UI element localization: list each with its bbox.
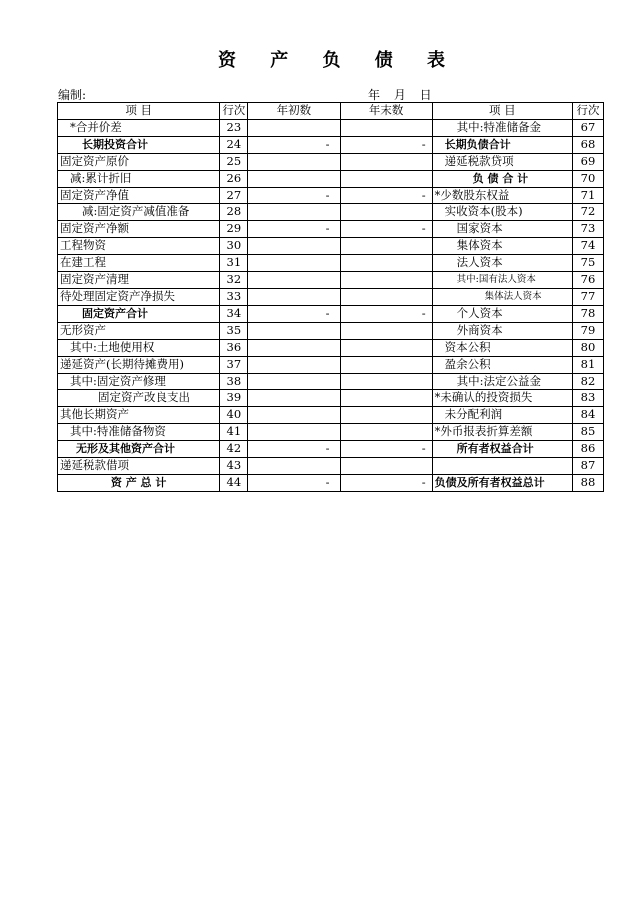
header-row-no: 行次 [220, 103, 248, 120]
right-item: 国家资本 [432, 221, 572, 238]
right-row-no: 86 [572, 441, 603, 458]
begin-value[interactable] [248, 339, 340, 356]
left-item: 减:固定资产减值准备 [58, 204, 220, 221]
sheet-title: 资 产 负 债 表 [217, 50, 460, 71]
table-row [58, 288, 604, 305]
begin-value[interactable] [248, 390, 340, 407]
left-item: 长期投资合计 [58, 136, 220, 153]
left-item: 固定资产净额 [58, 221, 220, 238]
left-row-no: 35 [220, 322, 248, 339]
right-row-no: 78 [572, 305, 603, 322]
table-row [58, 356, 604, 373]
left-item: 递延资产(长期待摊费用) [58, 356, 220, 373]
table-row [58, 204, 604, 221]
table-row [58, 255, 604, 272]
right-item: 法人资本 [432, 255, 572, 272]
begin-value[interactable] [248, 204, 340, 221]
right-item: 所有者权益合计 [432, 441, 572, 458]
begin-value[interactable] [248, 356, 340, 373]
left-item: 其中:固定资产修理 [58, 373, 220, 390]
right-row-no: 79 [572, 322, 603, 339]
left-item: *合并价差 [58, 119, 220, 136]
right-item: 其中:国有法人资本 [432, 272, 572, 289]
begin-value[interactable]: - [248, 187, 340, 204]
right-row-no: 72 [572, 204, 603, 221]
right-item: 盈余公积 [432, 356, 572, 373]
end-value[interactable]: - [340, 136, 432, 153]
left-item: 固定资产原价 [58, 153, 220, 170]
begin-value[interactable] [248, 322, 340, 339]
balance-sheet-table [57, 102, 604, 492]
begin-value[interactable] [248, 288, 340, 305]
right-row-no: 77 [572, 288, 603, 305]
left-row-no: 26 [220, 170, 248, 187]
begin-value[interactable] [248, 255, 340, 272]
right-row-no: 88 [572, 474, 603, 491]
right-item: 负债及所有者权益总计 [432, 474, 572, 491]
table-row [58, 136, 604, 153]
right-item: 资本公积 [432, 339, 572, 356]
table-row [58, 407, 604, 424]
end-value[interactable] [340, 407, 432, 424]
right-item: 外商资本 [432, 322, 572, 339]
right-item: 实收资本(股本) [432, 204, 572, 221]
left-row-no: 25 [220, 153, 248, 170]
table-row [58, 187, 604, 204]
begin-value[interactable] [248, 407, 340, 424]
left-item: 无形资产 [58, 322, 220, 339]
end-value[interactable] [340, 322, 432, 339]
left-row-no: 31 [220, 255, 248, 272]
table-row [58, 390, 604, 407]
left-item: 其他长期资产 [58, 407, 220, 424]
left-row-no: 23 [220, 119, 248, 136]
right-row-no: 75 [572, 255, 603, 272]
table-row [58, 153, 604, 170]
left-row-no: 44 [220, 474, 248, 491]
table-row [58, 119, 604, 136]
right-row-no: 71 [572, 187, 603, 204]
left-row-no: 41 [220, 424, 248, 441]
begin-value[interactable] [248, 458, 340, 475]
table-row [58, 373, 604, 390]
end-value[interactable]: - [340, 187, 432, 204]
left-row-no: 28 [220, 204, 248, 221]
left-row-no: 38 [220, 373, 248, 390]
end-value[interactable] [340, 255, 432, 272]
table-row [58, 221, 604, 238]
begin-value[interactable]: - [248, 305, 340, 322]
right-item: 未分配利润 [432, 407, 572, 424]
left-row-no: 27 [220, 187, 248, 204]
left-row-no: 42 [220, 441, 248, 458]
table-row [58, 474, 604, 491]
right-item: *外币报表折算差额 [432, 424, 572, 441]
end-value[interactable] [340, 458, 432, 475]
left-row-no: 29 [220, 221, 248, 238]
table-row [58, 322, 604, 339]
left-item: 无形及其他资产合计 [58, 441, 220, 458]
right-item: 负 债 合 计 [432, 170, 572, 187]
end-value[interactable]: - [340, 474, 432, 491]
right-item: *未确认的投资损失 [432, 390, 572, 407]
left-item: 固定资产合计 [58, 305, 220, 322]
table-row [58, 441, 604, 458]
begin-value[interactable]: - [248, 136, 340, 153]
left-row-no: 32 [220, 272, 248, 289]
left-row-no: 30 [220, 238, 248, 255]
begin-value[interactable] [248, 119, 340, 136]
left-item: 其中:土地使用权 [58, 339, 220, 356]
table-row [58, 424, 604, 441]
right-row-no: 81 [572, 356, 603, 373]
end-value[interactable]: - [340, 441, 432, 458]
right-item: 个人资本 [432, 305, 572, 322]
begin-value[interactable]: - [248, 441, 340, 458]
right-row-no: 87 [572, 458, 603, 475]
left-row-no: 43 [220, 458, 248, 475]
right-item: 长期负债合计 [432, 136, 572, 153]
right-row-no: 68 [572, 136, 603, 153]
header-end: 年末数 [340, 103, 432, 120]
end-value[interactable] [340, 373, 432, 390]
begin-value[interactable] [248, 424, 340, 441]
right-row-no: 69 [572, 153, 603, 170]
left-row-no: 33 [220, 288, 248, 305]
left-item: 递延税款借项 [58, 458, 220, 475]
right-item [432, 458, 572, 475]
begin-value[interactable] [248, 238, 340, 255]
header-item-right: 项 目 [432, 103, 572, 120]
table-row [58, 305, 604, 322]
left-item: 减:累计折旧 [58, 170, 220, 187]
end-value[interactable] [340, 238, 432, 255]
end-value[interactable] [340, 390, 432, 407]
right-row-no: 85 [572, 424, 603, 441]
right-row-no: 67 [572, 119, 603, 136]
end-value[interactable] [340, 119, 432, 136]
table-row [58, 238, 604, 255]
right-row-no: 74 [572, 238, 603, 255]
left-row-no: 40 [220, 407, 248, 424]
left-row-no: 34 [220, 305, 248, 322]
table-row [58, 170, 604, 187]
end-value[interactable]: - [340, 221, 432, 238]
date-label: 年 月 日 [368, 88, 432, 102]
begin-value[interactable] [248, 170, 340, 187]
begin-value[interactable] [248, 272, 340, 289]
right-row-no: 83 [572, 390, 603, 407]
table-row [58, 339, 604, 356]
left-item: 在建工程 [58, 255, 220, 272]
right-item: 集体资本 [432, 238, 572, 255]
left-row-no: 39 [220, 390, 248, 407]
right-row-no: 73 [572, 221, 603, 238]
left-row-no: 36 [220, 339, 248, 356]
right-item: 其中:法定公益金 [432, 373, 572, 390]
left-item: 固定资产改良支出 [58, 390, 220, 407]
left-item: 资 产 总 计 [58, 474, 220, 491]
left-item: 工程物资 [58, 238, 220, 255]
left-item: 待处理固定资产净损失 [58, 288, 220, 305]
table-header-row [58, 103, 604, 120]
end-value[interactable] [340, 153, 432, 170]
table-row [58, 458, 604, 475]
left-item: 其中:特准储备物资 [58, 424, 220, 441]
right-row-no: 82 [572, 373, 603, 390]
left-item: 固定资产净值 [58, 187, 220, 204]
end-value[interactable] [340, 272, 432, 289]
begin-value[interactable]: - [248, 221, 340, 238]
right-row-no: 70 [572, 170, 603, 187]
end-value[interactable] [340, 339, 432, 356]
end-value[interactable] [340, 356, 432, 373]
right-item: 递延税款贷项 [432, 153, 572, 170]
left-row-no: 24 [220, 136, 248, 153]
header-item: 项 目 [58, 103, 220, 120]
right-item: 其中:特准储备金 [432, 119, 572, 136]
right-row-no: 76 [572, 272, 603, 289]
begin-value[interactable]: - [248, 474, 340, 491]
begin-value[interactable] [248, 153, 340, 170]
end-value[interactable] [340, 424, 432, 441]
right-item: 集体法人资本 [432, 288, 572, 305]
compiler-label: 编制: [58, 88, 87, 102]
end-value[interactable]: - [340, 305, 432, 322]
end-value[interactable] [340, 204, 432, 221]
header-row-no-right: 行次 [572, 103, 603, 120]
header-begin: 年初数 [248, 103, 340, 120]
right-row-no: 84 [572, 407, 603, 424]
right-row-no: 80 [572, 339, 603, 356]
end-value[interactable] [340, 288, 432, 305]
right-item: *少数股东权益 [432, 187, 572, 204]
left-row-no: 37 [220, 356, 248, 373]
left-item: 固定资产清理 [58, 272, 220, 289]
table-row [58, 272, 604, 289]
end-value[interactable] [340, 170, 432, 187]
begin-value[interactable] [248, 373, 340, 390]
